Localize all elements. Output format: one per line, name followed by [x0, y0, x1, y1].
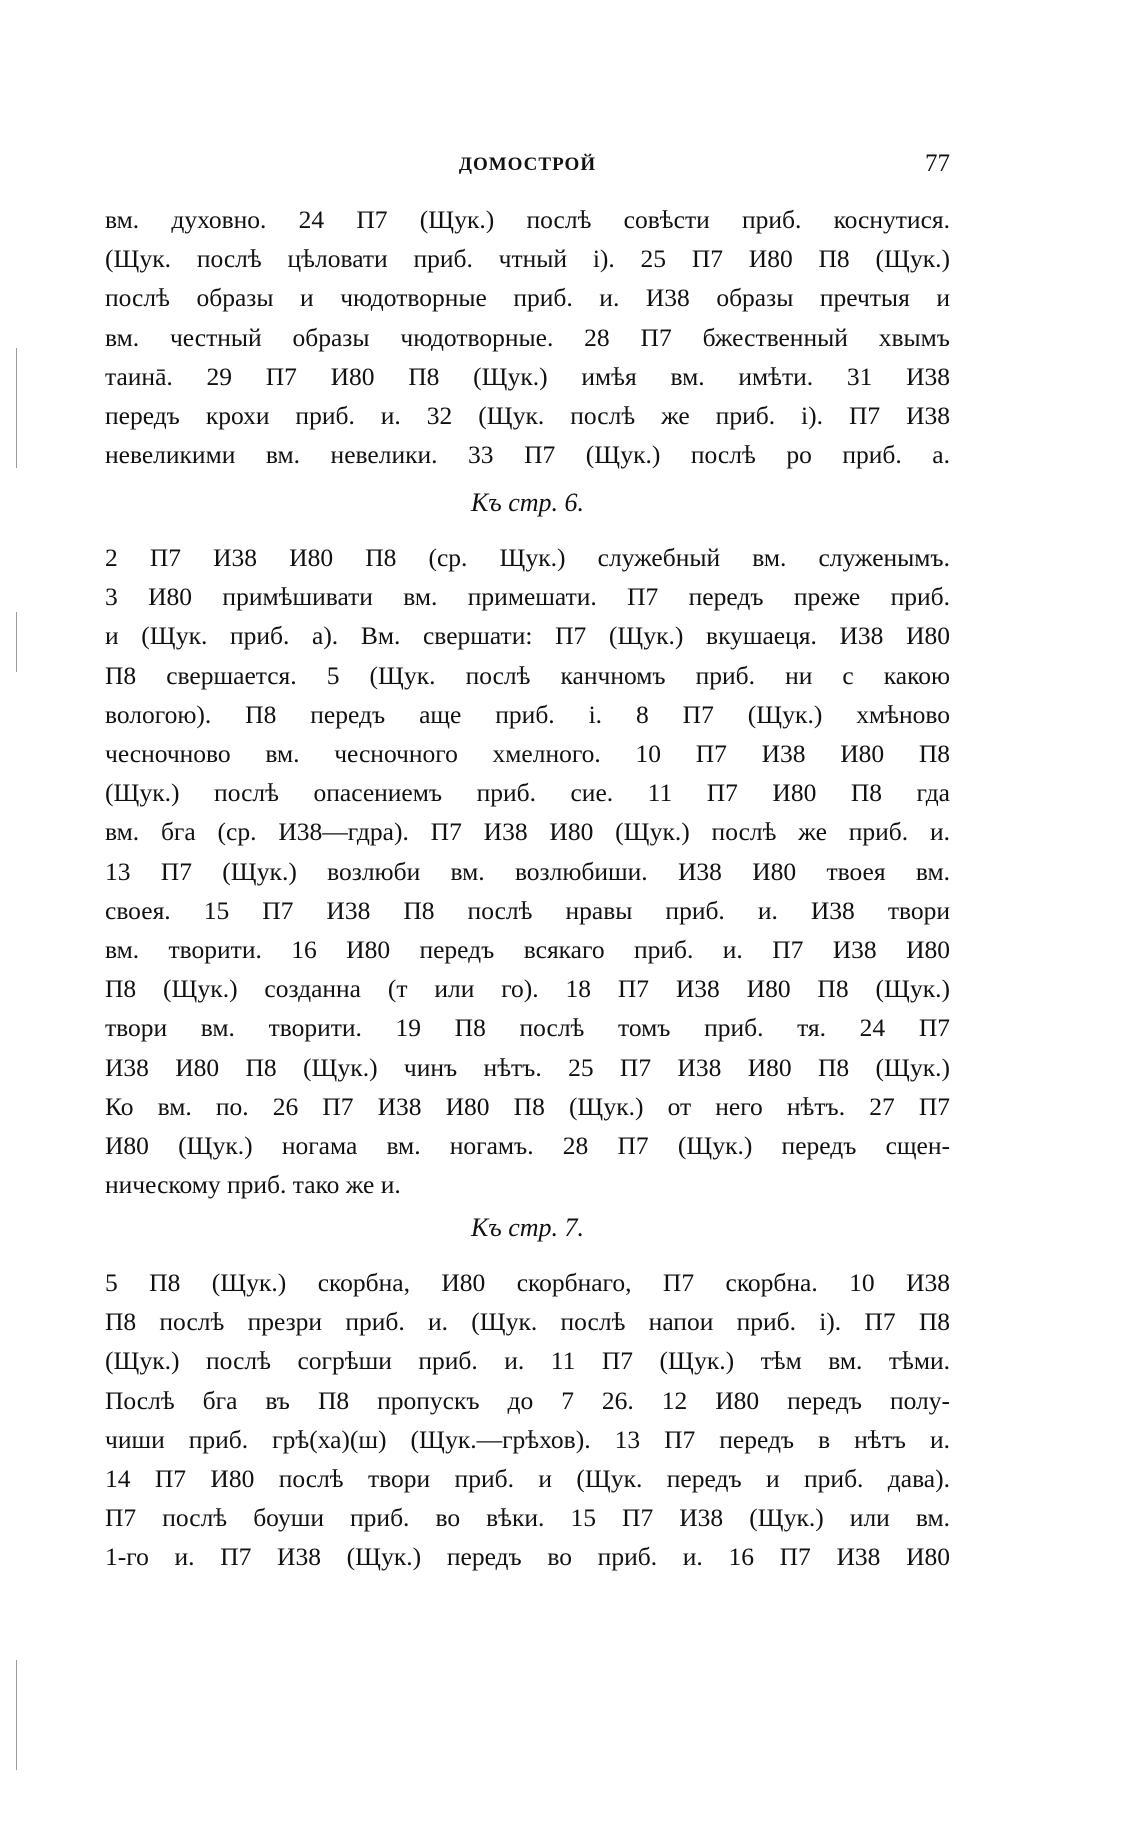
margin-rule-middle [16, 612, 17, 672]
section-heading-page-7: Къ стр. 7. [470, 1213, 585, 1242]
text-line: своея. 15 П7 И38 П8 послѣ нравы приб. и. И38 твори [105, 895, 950, 925]
notes-block-page-6 [105, 538, 950, 1204]
margin-rule-top [16, 348, 17, 468]
text-line: Послѣ бга въ П8 пропускъ до 7 26. 12 И80 передъ полу- [105, 1385, 950, 1415]
notes-block-page-5-continued [105, 200, 950, 474]
text-line: П8 (Щук.) созданна (т или го). 18 П7 И38 И80 П8 (Щук.) [105, 974, 950, 1004]
text-line: П8 свершается. 5 (Щук. послѣ канчномъ приб. ни с какою [105, 660, 950, 690]
notes-block-page-7 [105, 1263, 950, 1577]
text-line: чесночново вм. чесночного хмелного. 10 П7 И38 И80 П8 [105, 739, 950, 769]
text-line: 14 П7 И80 послѣ твори приб. и (Щук. передъ и приб. дава). [105, 1464, 950, 1494]
text-line: Ко вм. по. 26 П7 И38 И80 П8 (Щук.) от него нѣтъ. 27 П7 [105, 1091, 950, 1121]
text-line: 3 И80 примѣшивати вм. примешати. П7 передъ преже приб. [105, 582, 950, 612]
text-line: (Щук.) послѣ согрѣши приб. и. 11 П7 (Щук.) тѣм вм. тѣми. [105, 1346, 950, 1376]
text-line: (Щук.) послѣ опасениемъ приб. сие. 11 П7 И80 П8 гда [105, 778, 950, 808]
text-line: ническому приб. тако же и. [105, 1170, 401, 1200]
text-line: послѣ образы и чюдотворные приб. и. И38 образы пречтыя и [105, 283, 950, 313]
section-heading-page-6: Къ стр. 6. [470, 488, 585, 517]
text-line: И38 И80 П8 (Щук.) чинъ нѣтъ. 25 П7 И38 И80 П8 (Щук.) [105, 1052, 950, 1082]
text-line: вологою). П8 передъ аще приб. і. 8 П7 (Щук.) хмѣново [105, 699, 950, 729]
text-line: таинā. 29 П7 И80 П8 (Щук.) имѣя вм. имѣти. 31 И38 [105, 361, 950, 391]
text-line: 1-го и. П7 И38 (Щук.) передъ во приб. и. 16 П7 И38 И80 [105, 1542, 950, 1572]
text-line: И80 (Щук.) ногама вм. ногамъ. 28 П7 (Щук.) передъ сщен- [105, 1131, 950, 1161]
text-line: П8 послѣ презри приб. и. (Щук. послѣ напои приб. і). П7 П8 [105, 1307, 950, 1337]
text-line: 13 П7 (Щук.) возлюби вм. возлюбиши. И38 И80 твоея вм. [105, 856, 950, 886]
running-head [105, 150, 950, 180]
page-number: 77 [925, 150, 950, 177]
text-line: (Щук. послѣ цѣловати приб. чтный і). 25 П7 И80 П8 (Щук.) [105, 244, 950, 274]
text-line: 5 П8 (Щук.) скорбна, И80 скорбнаго, П7 скорбна. 10 И38 [105, 1268, 950, 1297]
text-line: передъ крохи приб. и. 32 (Щук. послѣ же приб. і). П7 И38 [105, 401, 950, 431]
running-title: ДОМОСТРОЙ [458, 154, 597, 175]
text-line: твори вм. творити. 19 П8 послѣ томъ приб. тя. 24 П7 [105, 1013, 950, 1043]
text-line: чиши приб. грѣ(ха)(ш) (Щук.—грѣхов). 13 П7 передъ в нѣтъ и. [105, 1424, 950, 1454]
text-line: вм. творити. 16 И80 передъ всякаго приб. и. П7 И38 И80 [105, 935, 950, 965]
margin-rule-bottom [16, 1660, 17, 1770]
text-line: невеликими вм. невелики. 33 П7 (Щук.) послѣ ро приб. а. [105, 440, 950, 470]
text-line: 2 П7 И38 И80 П8 (ср. Щук.) служебный вм. служенымъ. [105, 543, 950, 572]
text-line: вм. духовно. 24 П7 (Щук.) послѣ совѣсти приб. коснутися. [105, 205, 950, 234]
text-line: П7 послѣ боуши приб. во вѣки. 15 П7 И38 (Щук.) или вм. [105, 1503, 950, 1533]
text-line: вм. бга (ср. И38—гдра). П7 И38 И80 (Щук.) послѣ же приб. и. [105, 817, 950, 847]
text-line: и (Щук. приб. а). Вм. свершати: П7 (Щук.) вкушаеця. И38 И80 [105, 621, 950, 651]
text-line: вм. честный образы чюдотворные. 28 П7 бжественный хвымъ [105, 322, 950, 352]
